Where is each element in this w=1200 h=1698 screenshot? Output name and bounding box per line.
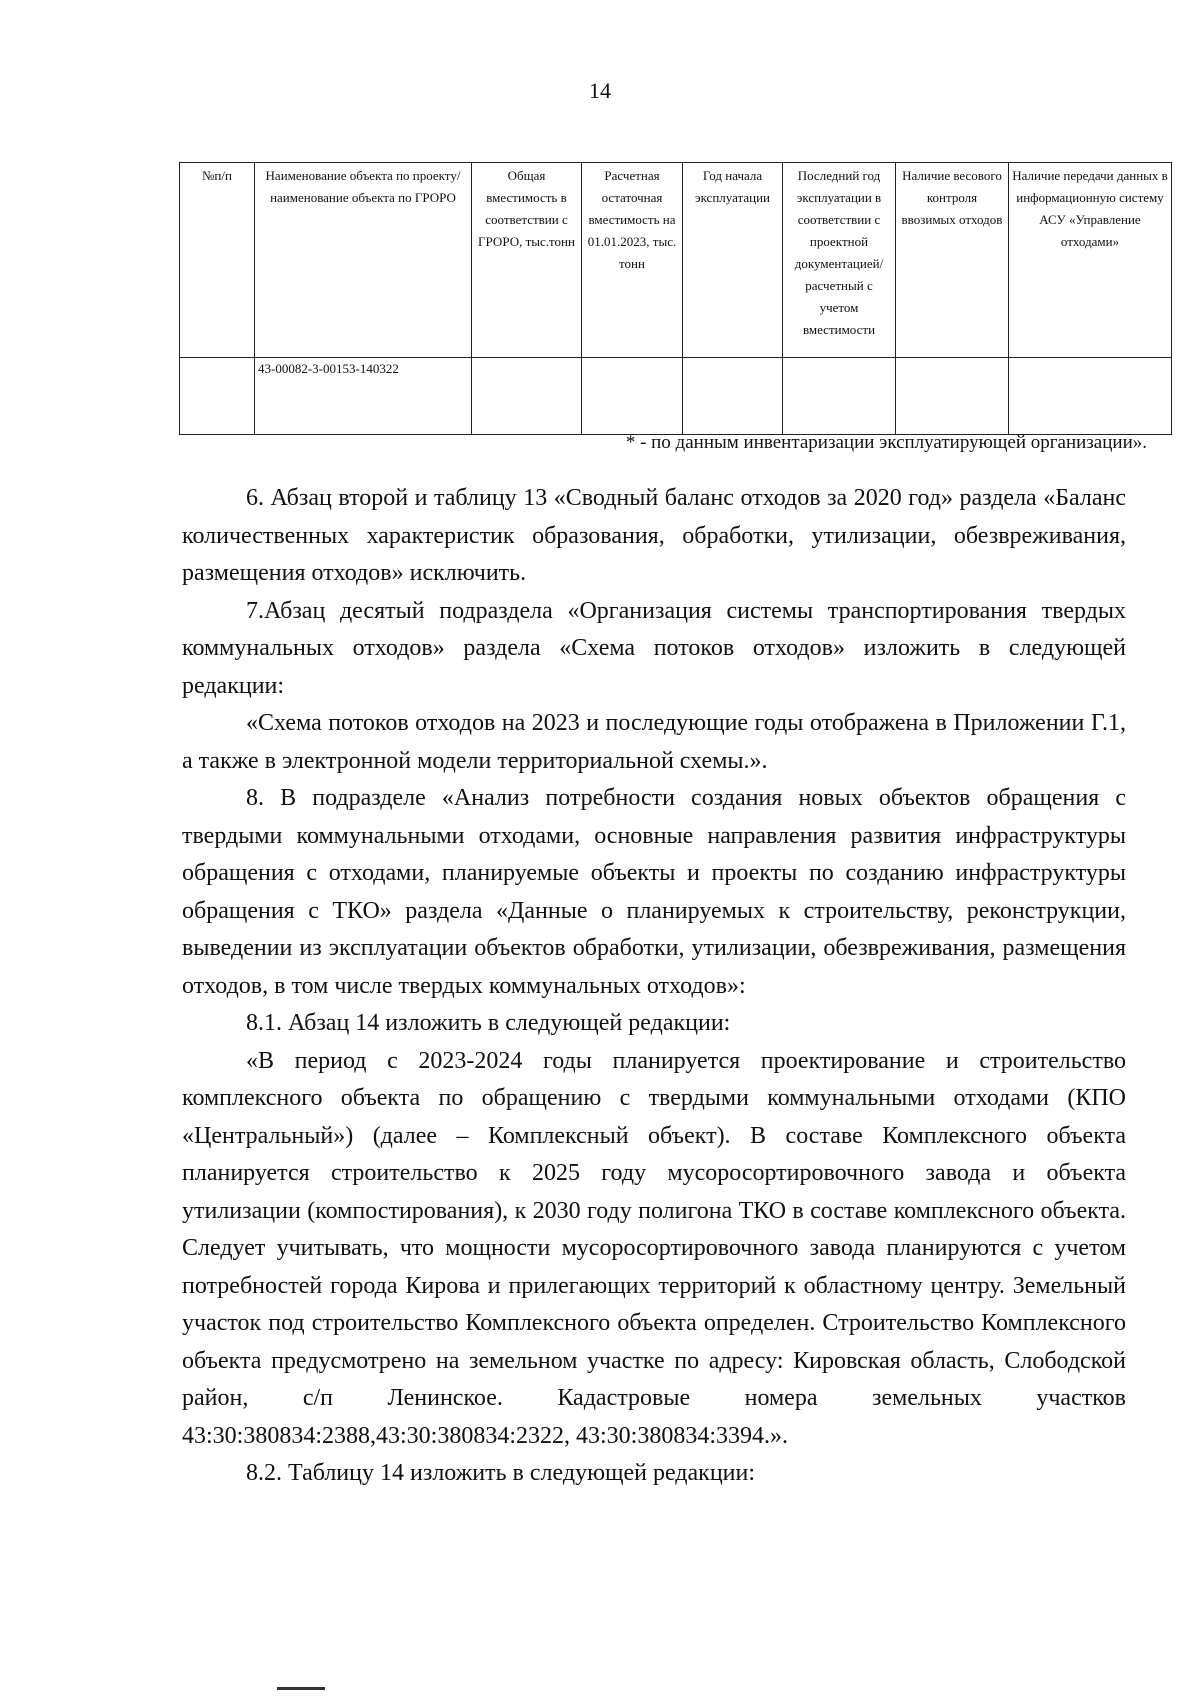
paragraph-8: 8. В подразделе «Анализ потребности создания новых объектов обращения с твердыми коммунальными отходами, основные направления развития инфраструктуры обращения с отходами, планируемые объекты и проекты по созданию инфраструктуры обращения с ТКО» раздела «Данные о планируемых к строительству, реконструкции, выведении из эксплуатации объектов обработки, утилизации, обезвреживания, размещения отходов, в том числе твердых коммунальных отходов»:: [182, 785, 1126, 999]
objects-table: [179, 162, 1172, 435]
table-cell: [683, 358, 783, 435]
table-header-cell: №п/п: [180, 163, 255, 358]
paragraph-8-1: 8.1. Абзац 14 изложить в следующей редакции:: [246, 1010, 731, 1036]
table-row: [180, 358, 1172, 435]
table-cell: [180, 358, 255, 435]
page-bottom-rule: [277, 1687, 325, 1690]
paragraph-7: 7.Абзац десятый подраздела «Организация системы транспортирования твердых коммунальных отходов» раздела «Схема потоков отходов» изложить в следующей редакции:: [182, 597, 1126, 699]
document-body: [182, 480, 1126, 1493]
table-cell: [896, 358, 1009, 435]
paragraph-7-quote: «Схема потоков отходов на 2023 и последующие годы отображена в Приложении Г.1, а также в электронной модели территориальной схемы.».: [182, 710, 1126, 774]
table-cell: [582, 358, 683, 435]
table-header-cell: Наличие передачи данных в информационную систему АСУ «Управление отходами»: [1009, 163, 1172, 358]
table-header-cell: Наименование объекта по проекту/ наименование объекта по ГРОРО: [255, 163, 472, 358]
table-header-row: [180, 163, 1172, 358]
table-header-cell: Расчетная остаточная вместимость на 01.01.2023, тыс. тонн: [582, 163, 683, 358]
paragraph-8-1-cadastral: 43:30:380834:2388,43:30:380834:2322, 43:30:380834:3394.».: [182, 1422, 789, 1449]
page-number: 14: [589, 78, 611, 103]
paragraph-8-1-quote: «В период с 2023-2024 годы планируется проектирование и строительство комплексного объекта по обращению с твердыми коммунальными отходами (КПО «Центральный») (далее – Комплексный объект). В составе Комплексного объекта планируется строительство к 2025 году мусоросортировочного завода и объекта утилизации (компостирования), к 2030 году полигона ТКО в составе комплексного объекта. Следует учитывать, что мощности мусоросортировочного завода планируются с учетом потребностей города Кирова и прилегающих территорий к областному центру. Земельный участок под строительство Комплексного объекта определен. Строительство Комплексного объекта предусмотрено на земельном участке по адресу: Кировская область, Слободской район, с/п Ленинское. Кадастровые номера земельных участков: [182, 1047, 1126, 1411]
table-header-cell: Последний год эксплуатации в соответствии с проектной документацией/ расчетный с учетом вместимости: [783, 163, 896, 358]
table-cell: [472, 358, 582, 435]
paragraph-8-2: 8.2. Таблицу 14 изложить в следующей редакции:: [246, 1460, 756, 1486]
table-cell: [1009, 358, 1172, 435]
table-header-cell: Наличие весового контроля ввозимых отходов: [896, 163, 1009, 358]
table-footnote: * - по данным инвентаризации эксплуатирующей организации».: [625, 432, 1147, 453]
table-cell: 43-00082-3-00153-140322: [255, 358, 472, 435]
table-header-cell: Общая вместимость в соответствии с ГРОРО, тыс.тонн: [472, 163, 582, 358]
paragraph-6: 6. Абзац второй и таблицу 13 «Сводный баланс отходов за 2020 год» раздела «Баланс количественных характеристик образования, обработки, утилизации, обезвреживания, размещения отходов» исключить.: [182, 485, 1126, 586]
table-cell: [783, 358, 896, 435]
table-header-cell: Год начала эксплуатации: [683, 163, 783, 358]
